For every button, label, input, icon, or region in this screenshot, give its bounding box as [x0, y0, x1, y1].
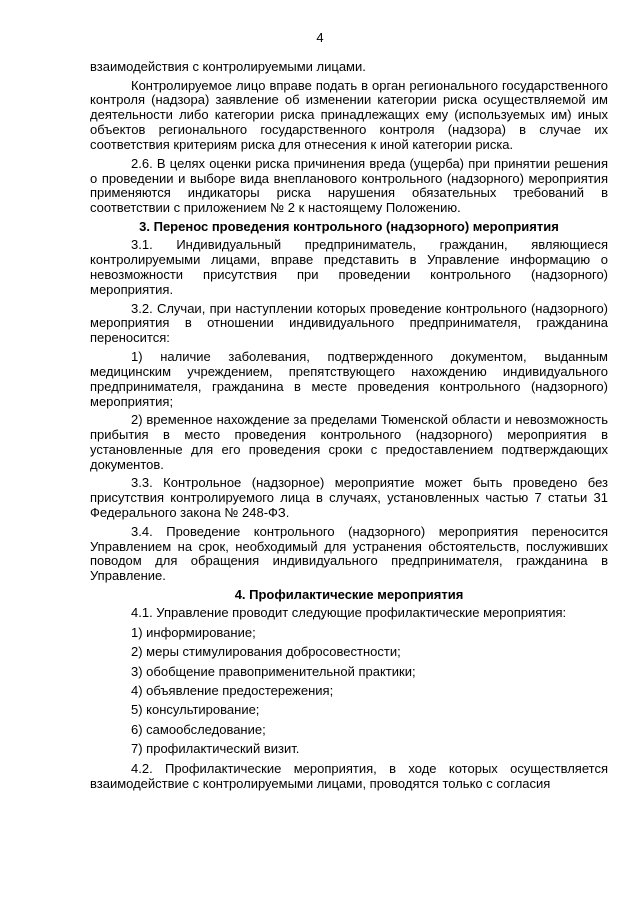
- paragraph-4-2: 4.2. Профилактические мероприятия, в ходе которых осуществляется взаимодействие с контролируемыми лицами, проводятся только с согласия: [90, 760, 608, 791]
- list-item: 7) профилактический визит.: [131, 741, 300, 757]
- paragraph-3-3: 3.3. Контрольное (надзорное) мероприятие может быть проведено без присутствия контролируемого лица в случаях, установленных частью 7 статьи 31 Федерального закона № 248-ФЗ.: [90, 475, 608, 521]
- paragraph-2-6: 2.6. В целях оценки риска причинения вреда (ущерба) при принятии решения о проведении и выборе вида внепланового контрольного (надзорного) мероприятия применяются индикаторы риска нарушения обязательных требований в соответствии с приложением № 2 к настоящему Положению.: [90, 155, 608, 216]
- list-item: 5) консультирование;: [131, 702, 260, 718]
- list-item: 2) меры стимулирования добросовестности;: [131, 644, 401, 660]
- list-item: 1) информирование;: [131, 624, 256, 640]
- paragraph-4-1: 4.1. Управление проводит следующие профилактические мероприятия:: [131, 605, 567, 621]
- paragraph-3-2-case-2: 2) временное нахождение за пределами Тюменской области и невозможность прибытия в место проведения контрольного (надзорного) мероприятия в установленные для его проведения сроки с предоставлением подтверждающих документов.: [90, 412, 608, 472]
- list-item: 4) объявление предостережения;: [131, 682, 334, 698]
- paragraph-3-1: 3.1. Индивидуальный предприниматель, гражданин, являющиеся контролируемыми лицами, вправе представить в Управление информацию о невозможности присутствия при проведении контрольного (надзорного) мероприятия.: [90, 237, 608, 298]
- paragraph-3-4: 3.4. Проведение контрольного (надзорного) мероприятия переносится Управлением на срок, необходимый для устранения обстоятельств, послуживших поводом для обращения индивидуального предпринимателя, гражданина в Управление.: [90, 523, 608, 584]
- paragraph-3-2-case-1: 1) наличие заболевания, подтвержденного документом, выданным медицинским учреждением, препятствующего нахождению индивидуального предпринимателя, гражданина в месте проведения контрольного (надзорного) мероприятия;: [90, 348, 608, 409]
- list-item: 3) обобщение правоприменительной практики;: [131, 663, 416, 679]
- paragraph-3-2: 3.2. Случаи, при наступлении которых проведение контрольного (надзорного) мероприятия в отношении индивидуального предпринимателя, гражданина переносится:: [90, 300, 608, 346]
- document-body: [90, 60, 608, 795]
- section-4-heading: 4. Профилактические мероприятия: [234, 586, 464, 602]
- continuation-line: взаимодействия с контролируемыми лицами.: [90, 59, 366, 74]
- page-number: 4: [316, 30, 324, 45]
- paragraph-risk-category: Контролируемое лицо вправе подать в орган регионального государственного контроля (надзора) заявление об изменении категории риска осуществляемой им деятельности либо категории риска принадлежащих ему (используемых им) иных объектов регионального государственного контроля (надзора) в случае их соответствия критериям риска для отнесения к иной категории риска.: [90, 77, 608, 153]
- list-item: 6) самообследование;: [131, 721, 266, 737]
- section-3-heading: 3. Перенос проведения контрольного (надзорного) мероприятия: [139, 218, 559, 234]
